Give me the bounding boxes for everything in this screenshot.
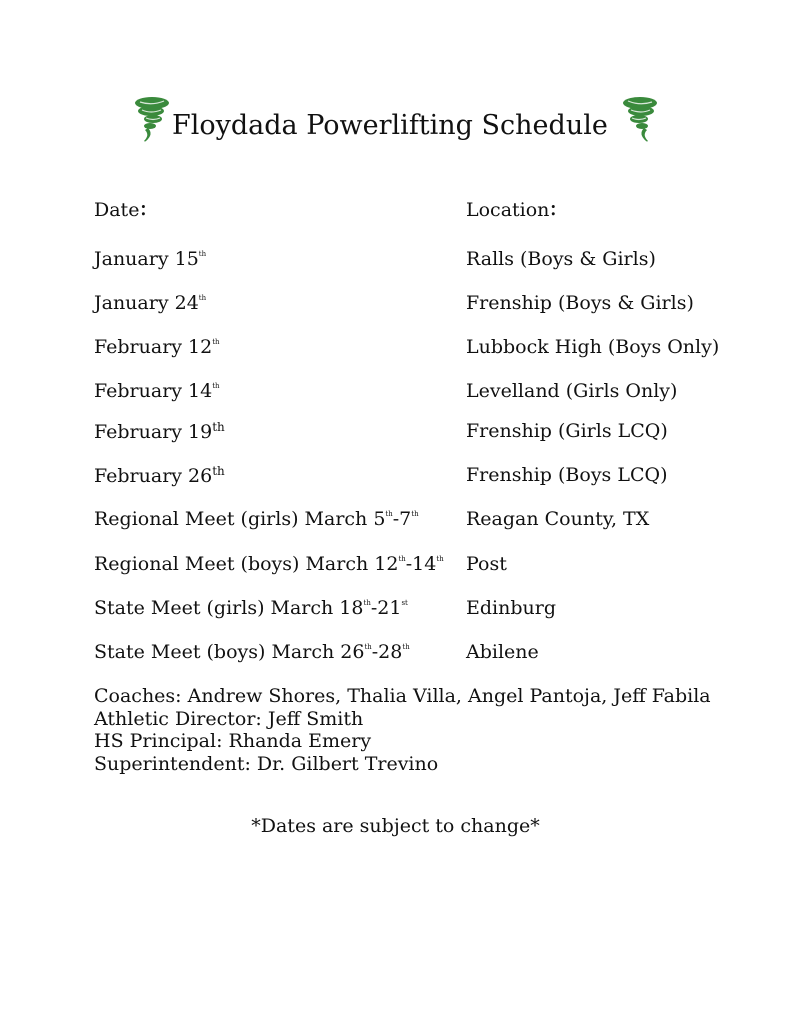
schedule-row	[0, 641, 791, 671]
superintendent-line: Superintendent: Dr. Gilbert Trevino	[94, 752, 439, 775]
schedule-date: February 19th	[94, 420, 225, 443]
schedule-row	[0, 248, 791, 278]
schedule-row	[0, 292, 791, 322]
title-row	[0, 92, 791, 152]
schedule-row	[0, 464, 791, 494]
schedule-location: Ralls (Boys & Girls)	[466, 248, 656, 270]
page-title: Floydada Powerlifting Schedule	[172, 110, 608, 141]
schedule-location: Frenship (Girls LCQ)	[466, 420, 668, 442]
schedule-row	[0, 508, 791, 538]
schedule-date: Regional Meet (girls) March 5th-7th	[94, 508, 419, 530]
date-header-label: Date	[94, 199, 140, 221]
schedule-date: Regional Meet (boys) March 12th-14th	[94, 553, 444, 575]
schedule-row	[0, 553, 791, 583]
athletic-director-line: Athletic Director: Jeff Smith	[94, 707, 364, 730]
location-header-colon: :	[549, 195, 558, 221]
principal-line: HS Principal: Rhanda Emery	[94, 730, 372, 752]
column-headers	[0, 196, 791, 226]
schedule-location: Frenship (Boys & Girls)	[466, 292, 694, 314]
location-column-header	[466, 196, 557, 222]
schedule-row	[0, 380, 791, 410]
schedule-location: Frenship (Boys LCQ)	[466, 464, 668, 486]
schedule-date: January 15th	[94, 248, 207, 270]
disclaimer-note: *Dates are subject to change*	[251, 815, 540, 837]
schedule-location: Levelland (Girls Only)	[466, 380, 678, 402]
schedule-location: Reagan County, TX	[466, 508, 650, 530]
schedule-row	[0, 336, 791, 366]
location-header-label: Location	[466, 199, 550, 221]
schedule-row	[0, 597, 791, 627]
schedule-location: Lubbock High (Boys Only)	[466, 336, 720, 358]
schedule-row	[0, 420, 791, 450]
coaches-line: Coaches: Andrew Shores, Thalia Villa, Angel Pantoja, Jeff Fabila	[94, 685, 711, 707]
schedule-date: State Meet (boys) March 26th-28th	[94, 641, 410, 663]
schedule-location: Abilene	[466, 641, 539, 663]
schedule-date: February 26th	[94, 464, 225, 487]
schedule-location: Edinburg	[466, 597, 556, 619]
schedule-date: State Meet (girls) March 18th-21st	[94, 597, 408, 619]
staff-list	[94, 685, 711, 775]
date-header-colon: :	[139, 195, 148, 221]
tornado-icon	[132, 94, 172, 144]
schedule-date: February 12th	[94, 336, 220, 358]
schedule-date: February 14th	[94, 380, 220, 402]
schedule-date: January 24th	[94, 292, 207, 314]
schedule-location: Post	[466, 553, 507, 575]
date-column-header	[94, 196, 147, 222]
tornado-icon	[620, 94, 660, 144]
